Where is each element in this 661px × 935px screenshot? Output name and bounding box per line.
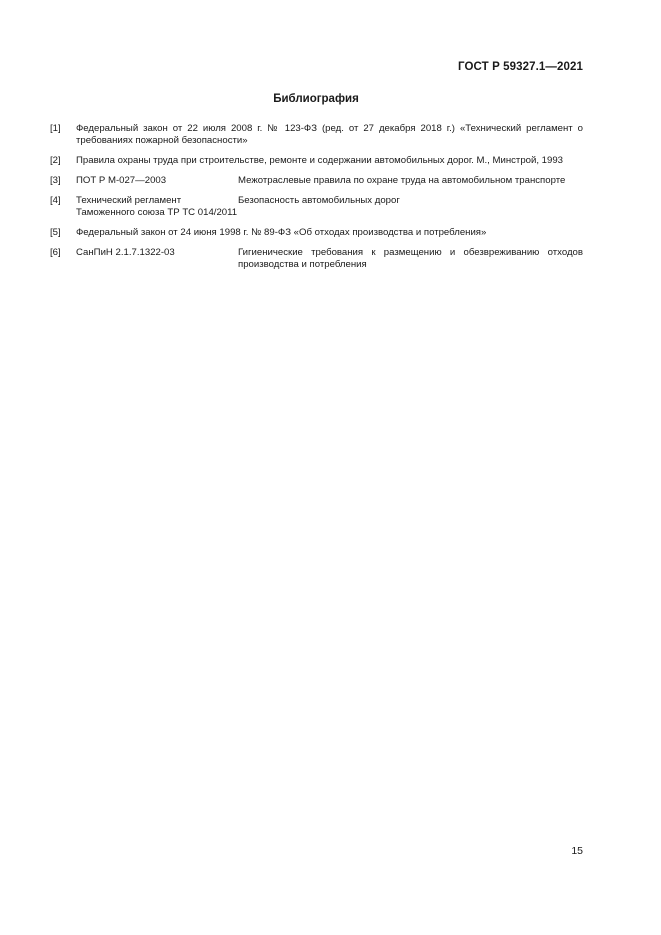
bibliography-entry-5: [50, 227, 583, 239]
entry-designation: Технический регламент Таможенного союза ТР ТС 014/2011: [76, 195, 238, 218]
bibliography-entry-6: [50, 247, 583, 271]
entry-text: Правила охраны труда при строительстве, ремонте и содержании автомобильных дорог. М., Минстрой, 1993: [76, 155, 564, 166]
document-code: ГОСТ Р 59327.1—2021: [458, 61, 583, 73]
entry-title: Гигиенические требования к размещению и обезвреживанию отходов производства и потребления: [238, 247, 583, 270]
entry-designation: ПОТ Р М-027—2003: [76, 175, 167, 186]
entry-number: [3]: [50, 175, 61, 186]
entry-designation: СанПиН 2.1.7.1322-03: [76, 247, 175, 258]
entry-number: [1]: [50, 123, 61, 134]
bibliography-entry-3: [50, 175, 583, 187]
entry-number: [4]: [50, 195, 61, 206]
section-title: Библиография: [273, 93, 359, 105]
entry-number: [2]: [50, 155, 61, 166]
entry-number: [6]: [50, 247, 61, 258]
entry-text: Федеральный закон от 24 июня 1998 г. № 89-ФЗ «Об отходах производства и потребления»: [76, 227, 487, 238]
entry-title: Межотраслевые правила по охране труда на автомобильном транспорте: [238, 175, 566, 186]
page-number: 15: [571, 845, 583, 857]
entry-number: [5]: [50, 227, 61, 238]
bibliography-entry-2: [50, 155, 583, 167]
bibliography-entry-1: [50, 123, 583, 147]
bibliography-entry-4: [50, 195, 583, 219]
bibliography-list: [50, 123, 583, 279]
entry-title: Безопасность автомобильных дорог: [238, 195, 400, 206]
entry-text: Федеральный закон от 22 июля 2008 г. № 123-ФЗ (ред. от 27 декабря 2018 г.) «Технический регламент о требованиях пожарной безопасности»: [76, 123, 583, 146]
